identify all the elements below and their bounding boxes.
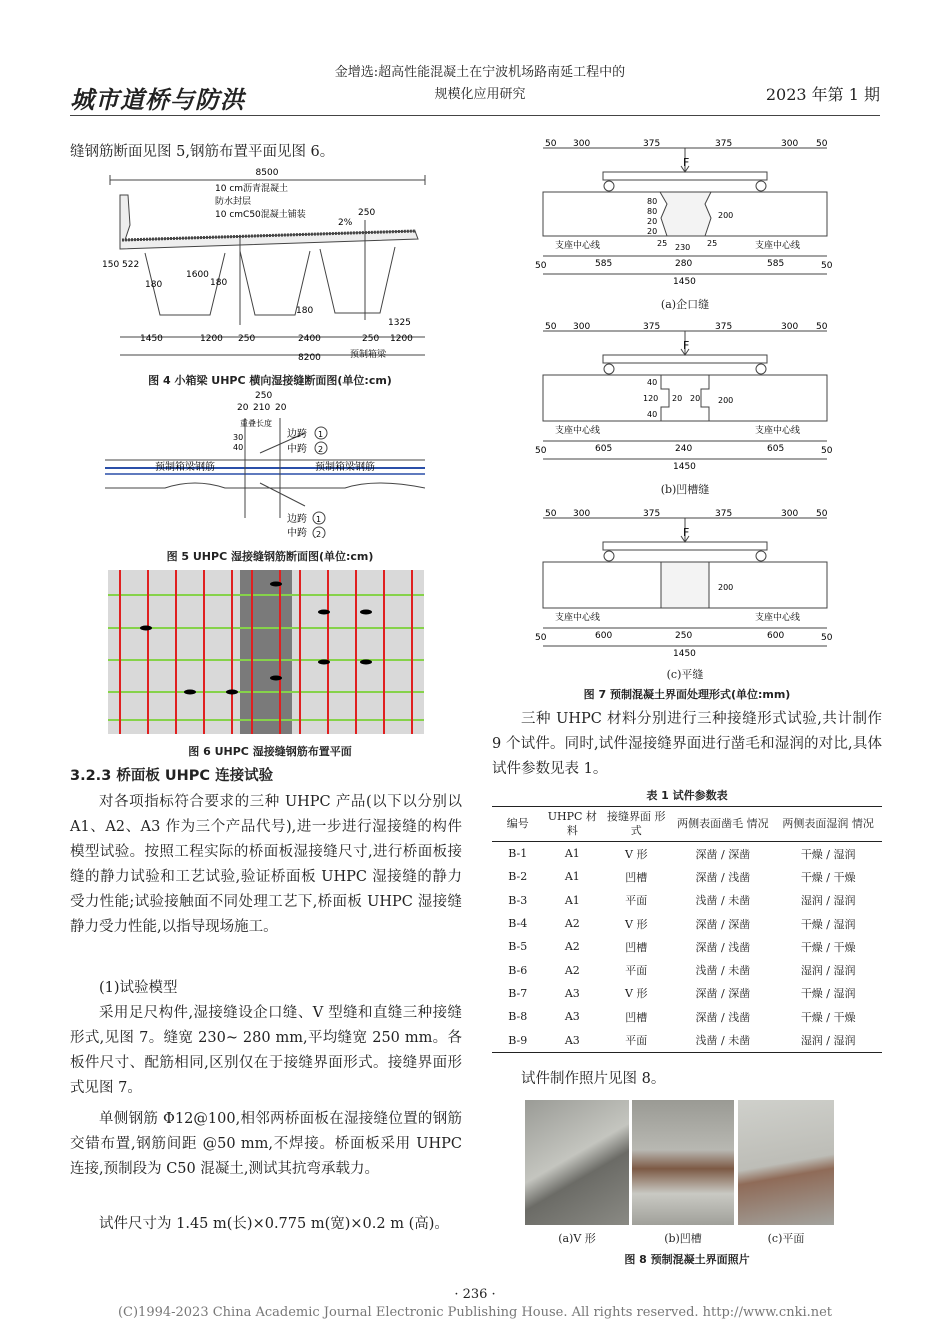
fig7c-support-left: 支座中心线 [555, 613, 601, 623]
table-header-row [492, 807, 882, 842]
paragraph-4: 试件尺寸为 1.45 m(长)×0.775 m(宽)×0.2 m (高)。 [99, 1216, 449, 1232]
fig5-n1: 1 [318, 430, 324, 439]
table-cell: 深凿 / 浅凿 [695, 1010, 751, 1024]
paragraph-1: 对各项指标符合要求的三种 UHPC 产品(以下以分别以 A1、A2、A3 作为三个产品代号),进一步进行湿接缝的构件模型试验。按照工程实际的桥面板湿接缝尺寸,进行桥面板接缝的静力试验和工艺试验,验证桥面板 UHPC 湿接缝的静力受力性能;试验接触面不同处理工艺下,桥面板 UHPC 湿接缝静力受力性能,以指导现场施工。 [70, 794, 462, 935]
fig7c-top-2: 375 [643, 509, 661, 519]
table-cell: 凹槽 [625, 1010, 648, 1024]
fig7a-end-0: 50 [535, 261, 547, 271]
figure-7-caption: 图 7 预制混凝土界面处理形式(单位:mm) [583, 688, 791, 701]
fig7b-top-1: 300 [573, 322, 591, 332]
table-row [492, 889, 882, 912]
table-row [492, 842, 882, 866]
table-cell: A3 [564, 986, 580, 1000]
paragraph-3: 单侧钢筋 Φ12@100,相邻两桥面板在湿接缝位置的钢筋交错布置,钢筋间距 @50 mm,不焊接。桥面板采用 UHPC 连接,预制段为 C50 混凝土,测试其抗弯承载力。 [70, 1111, 462, 1177]
table-cell: V 形 [625, 917, 648, 931]
copyright-footer: (C)1994-2023 China Academic Journal Electronic Publishing House. All rights reserved. http://www.cnki.net [117, 1305, 833, 1320]
running-title [230, 62, 730, 106]
table-cell: V 形 [625, 987, 648, 1001]
fig5-side-span2: 边跨 [287, 514, 307, 525]
table-cell: 湿润 / 湿润 [800, 894, 856, 908]
table-row [492, 912, 882, 935]
fig7c-top-0: 50 [545, 509, 557, 519]
table-cell: 平面 [625, 894, 648, 908]
fig7b-v1: 120 [643, 394, 659, 403]
fig7a-total: 1450 [673, 277, 696, 287]
fig4-d250top: 250 [358, 208, 376, 218]
table-row [492, 1005, 882, 1028]
fig7b-end-0: 50 [535, 446, 547, 456]
fig4-d2400: 2400 [298, 334, 321, 344]
fig4-total-width: 8500 [255, 168, 279, 178]
figure-6-caption: 图 6 UHPC 湿接缝钢筋布置平面 [188, 745, 352, 758]
fig7b-top-2: 375 [643, 322, 661, 332]
right-paragraph-1: 三种 UHPC 材料分别进行三种接缝形式试验,共计制作 9 个试件。同时,试件湿接缝界面进行凿毛和湿润的对比,具体试件参数见表 1。 [492, 711, 882, 777]
figure-7b-subcaption: (b)凹槽缝 [660, 483, 710, 496]
fig7b-support-right: 支座中心线 [755, 426, 801, 436]
th-id: 编号 [492, 807, 543, 842]
table-cell: 凹槽 [625, 940, 648, 954]
fig4-d180b: 180 [210, 278, 228, 288]
fig7a-j1: 230 [675, 243, 691, 252]
fig7a-top-5: 50 [816, 139, 828, 149]
table-row [492, 935, 882, 958]
running-title-line1: 金增选:超高性能混凝土在宁波机场路南延工程中的 [334, 65, 626, 80]
table-row [492, 958, 882, 981]
fig7a-b0: 585 [595, 259, 613, 269]
fig7a-v1: 80 [647, 207, 658, 216]
fig7b-b2: 605 [767, 444, 785, 454]
table-cell: B-4 [508, 917, 528, 931]
table-cell: 干燥 / 湿润 [800, 917, 856, 931]
fig5-side-span1: 边跨 [287, 429, 307, 440]
fig7b-total: 1450 [673, 462, 696, 471]
fig5-rebar-right: 预制箱梁钢筋 [315, 462, 375, 473]
fig7a-support-left: 支座中心线 [555, 241, 601, 251]
table-cell: A2 [564, 917, 580, 931]
fig7a-j2: 25 [707, 239, 718, 248]
table-cell: B-6 [508, 963, 528, 977]
fig7b-support-left: 支座中心线 [555, 426, 601, 436]
table-cell: B-5 [508, 940, 528, 954]
table-cell: 深凿 / 深凿 [695, 987, 751, 1001]
fig7b-b1: 240 [675, 444, 693, 454]
fig7b-top-5: 50 [816, 322, 828, 332]
running-title-line2: 规模化应用研究 [434, 87, 526, 102]
fig7b-top-0: 50 [545, 322, 557, 332]
figure-5-diagram [105, 388, 425, 538]
table-cell: 干燥 / 湿润 [800, 987, 856, 1001]
figure-7a-subcaption: (a)企口缝 [660, 298, 710, 311]
parameter-table [492, 806, 882, 1053]
fig4-d180a: 180 [145, 280, 163, 290]
fig7c-b1: 250 [675, 631, 693, 641]
fig7a-force: F [683, 156, 690, 169]
section-title: 3.2.3 桥面板 UHPC 连接试验 [70, 768, 274, 784]
figure-5-caption: 图 5 UHPC 湿接缝钢筋断面图(单位:cm) [166, 550, 374, 563]
fig7a-top-1: 300 [573, 139, 591, 149]
table-cell: A2 [564, 963, 580, 977]
figure-4-caption: 图 4 小箱梁 UHPC 横向湿接缝断面图(单位:cm) [148, 374, 392, 387]
intro-text: 缝钢筋断面见图 5,钢筋布置平面见图 6。 [70, 144, 335, 160]
table-cell: A1 [564, 870, 580, 884]
table-cell: 浅凿 / 未凿 [695, 894, 751, 908]
table-cell: 湿润 / 湿润 [774, 1028, 882, 1052]
photo-v-joint [525, 1100, 629, 1225]
issue-label: 2023 年第 1 期 [765, 85, 880, 104]
fig7a-v3: 20 [647, 227, 658, 236]
table-body [492, 842, 882, 1053]
fig7c-end-1: 50 [821, 633, 833, 643]
fig7a-top-3: 375 [715, 139, 733, 149]
fig7c-top-1: 300 [573, 509, 591, 519]
journal-name: 城市道桥与防洪 [70, 85, 245, 114]
fig7c-end-0: 50 [535, 633, 547, 643]
fig7a-top-0: 50 [545, 139, 557, 149]
fig7a-top-2: 375 [643, 139, 661, 149]
fig7c-b2: 600 [767, 631, 785, 641]
table-cell: 平面 [625, 964, 648, 978]
fig5-n2: 2 [318, 445, 324, 454]
table-cell: B-7 [508, 986, 528, 1000]
figure-4-diagram [100, 165, 440, 365]
table-row [492, 1028, 882, 1052]
table-cell: 浅凿 / 未凿 [671, 1028, 774, 1052]
th-wet: 两侧表面湿润 情况 [774, 807, 882, 842]
fig7b-v0: 40 [647, 378, 658, 387]
fig5-mid-span1: 中跨 [287, 444, 307, 455]
table-cell: B-8 [508, 1010, 528, 1024]
fig4-d1450: 1450 [140, 334, 163, 344]
fig7a-b1: 280 [675, 259, 693, 269]
figure-7b-diagram [535, 321, 835, 471]
table-cell: 深凿 / 浅凿 [695, 940, 751, 954]
table-cell: B-1 [508, 847, 528, 861]
fig7c-top-5: 50 [816, 509, 828, 519]
table-cell: A2 [564, 940, 580, 954]
table-cell: 干燥 / 干燥 [800, 940, 856, 954]
fig8-subcaption-b: (b)凹槽 [664, 1232, 702, 1245]
table-cell: 浅凿 / 未凿 [695, 964, 751, 978]
fig4-beam: 预制箱梁 [350, 350, 387, 360]
fig4-d1600: 1600 [186, 270, 209, 280]
fig4-d1200: 1200 [200, 334, 223, 344]
fig7c-top-4: 300 [781, 509, 799, 519]
fig5-d20a: 20 [237, 403, 249, 413]
fig5-overlap: 重叠长度 [240, 419, 272, 428]
fig7a-j0: 25 [657, 239, 668, 248]
table-row [492, 982, 882, 1005]
table-cell: A3 [543, 1028, 601, 1052]
fig5-d250: 250 [255, 391, 273, 401]
fig7a-end-1: 50 [821, 261, 833, 271]
table-cell: A1 [564, 847, 580, 861]
fig5-n1b: 1 [316, 515, 322, 524]
table-cell: 深凿 / 深凿 [695, 847, 751, 861]
fig5-d20b: 20 [275, 403, 287, 413]
figure-8-caption: 图 8 预制混凝土界面照片 [624, 1253, 750, 1266]
table-cell: B-3 [508, 893, 528, 907]
fig7a-v2: 20 [647, 217, 658, 226]
th-joint: 接缝界面 形式 [601, 807, 671, 842]
photo-groove-joint [632, 1100, 734, 1225]
table-cell: V 形 [625, 847, 648, 861]
fig4-layer1: 10 cm沥青混凝土 [215, 184, 289, 194]
fig4-d8200: 8200 [298, 353, 321, 363]
table-cell: B-9 [492, 1028, 543, 1052]
table-cell: 干燥 / 湿润 [800, 847, 856, 861]
fig7b-b0: 605 [595, 444, 613, 454]
photo-flat-joint [738, 1100, 834, 1225]
fig7a-b2: 585 [767, 259, 785, 269]
th-material: UHPC 材料 [543, 807, 601, 842]
fig5-d30: 30 [233, 433, 244, 442]
header-rule [70, 115, 880, 116]
fig4-slope: 2% [338, 218, 353, 228]
fig7b-top-4: 300 [781, 322, 799, 332]
fig7a-support-right: 支座中心线 [755, 241, 801, 251]
fig5-rebar-left: 预制箱梁钢筋 [155, 462, 215, 473]
fig4-d1325: 1325 [388, 318, 411, 328]
fig7a-top-4: 300 [781, 139, 799, 149]
fig5-n2b: 2 [316, 530, 322, 538]
table-cell: A3 [564, 1010, 580, 1024]
figure-7a-diagram [535, 138, 835, 288]
fig4-d1200b: 1200 [390, 334, 413, 344]
table-row [492, 865, 882, 888]
fig7b-v3: 20 [672, 394, 683, 403]
fig7c-v0: 200 [718, 583, 734, 592]
table-cell: 深凿 / 浅凿 [695, 870, 751, 884]
fig7a-v0: 80 [647, 197, 658, 206]
fig4-d250b: 250 [362, 334, 380, 344]
table-cell: 凹槽 [625, 870, 648, 884]
table-cell: 湿润 / 湿润 [800, 964, 856, 978]
figure-6-rebar-plan [108, 570, 424, 734]
paragraph-model-heading: (1)试验模型 [99, 980, 178, 996]
fig4-layer3: 10 cmC50混凝土铺装 [215, 210, 306, 220]
table-cell: 平面 [601, 1028, 671, 1052]
fig7c-force: F [683, 526, 690, 539]
fig7c-b0: 600 [595, 631, 613, 641]
fig5-mid-span2: 中跨 [287, 528, 307, 538]
fig7b-end-1: 50 [821, 446, 833, 456]
fig7c-support-right: 支座中心线 [755, 613, 801, 623]
fig5-d40: 40 [233, 443, 244, 452]
table-1-caption: 表 1 试件参数表 [646, 789, 728, 802]
th-roughen: 两侧表面凿毛 情况 [671, 807, 774, 842]
fig7c-top-3: 375 [715, 509, 733, 519]
fig4-d250a: 250 [238, 334, 256, 344]
table-cell: 深凿 / 深凿 [695, 917, 751, 931]
fig7b-v2: 40 [647, 410, 658, 419]
fig8-subcaption-c: (c)平面 [767, 1232, 805, 1245]
table-cell: 干燥 / 干燥 [800, 1010, 856, 1024]
fig7a-v4: 200 [718, 211, 734, 220]
fig5-d210: 210 [253, 403, 271, 413]
fig8-subcaption-a: (a)V 形 [558, 1232, 596, 1245]
figure-7c-subcaption: (c)平缝 [666, 668, 704, 681]
table-cell: B-2 [508, 870, 528, 884]
right-paragraph-2: 试件制作照片见图 8。 [521, 1071, 666, 1087]
figure-7c-diagram [535, 508, 835, 658]
table-cell: A1 [564, 893, 580, 907]
fig7b-top-3: 375 [715, 322, 733, 332]
fig7b-v5: 200 [718, 396, 734, 405]
page-number: · 236 · [454, 1287, 496, 1302]
fig7b-force: F [683, 339, 690, 352]
fig4-d150: 150 [102, 260, 120, 270]
paragraph-2: 采用足尺构件,湿接缝设企口缝、V 型缝和直缝三种接缝形式,见图 7。缝宽 230~ 280 mm,平均缝宽 250 mm。各板件尺寸、配筋相同,区别仅在于接缝界面形式。接缝界面形式见图 7。 [70, 1005, 462, 1096]
fig4-d522: 522 [122, 260, 140, 270]
fig7b-v4: 20 [690, 394, 701, 403]
table-cell: 干燥 / 干燥 [800, 870, 856, 884]
fig4-d180c: 180 [296, 306, 314, 316]
fig7c-total: 1450 [673, 649, 696, 658]
fig4-layer2: 防水封层 [215, 197, 252, 207]
